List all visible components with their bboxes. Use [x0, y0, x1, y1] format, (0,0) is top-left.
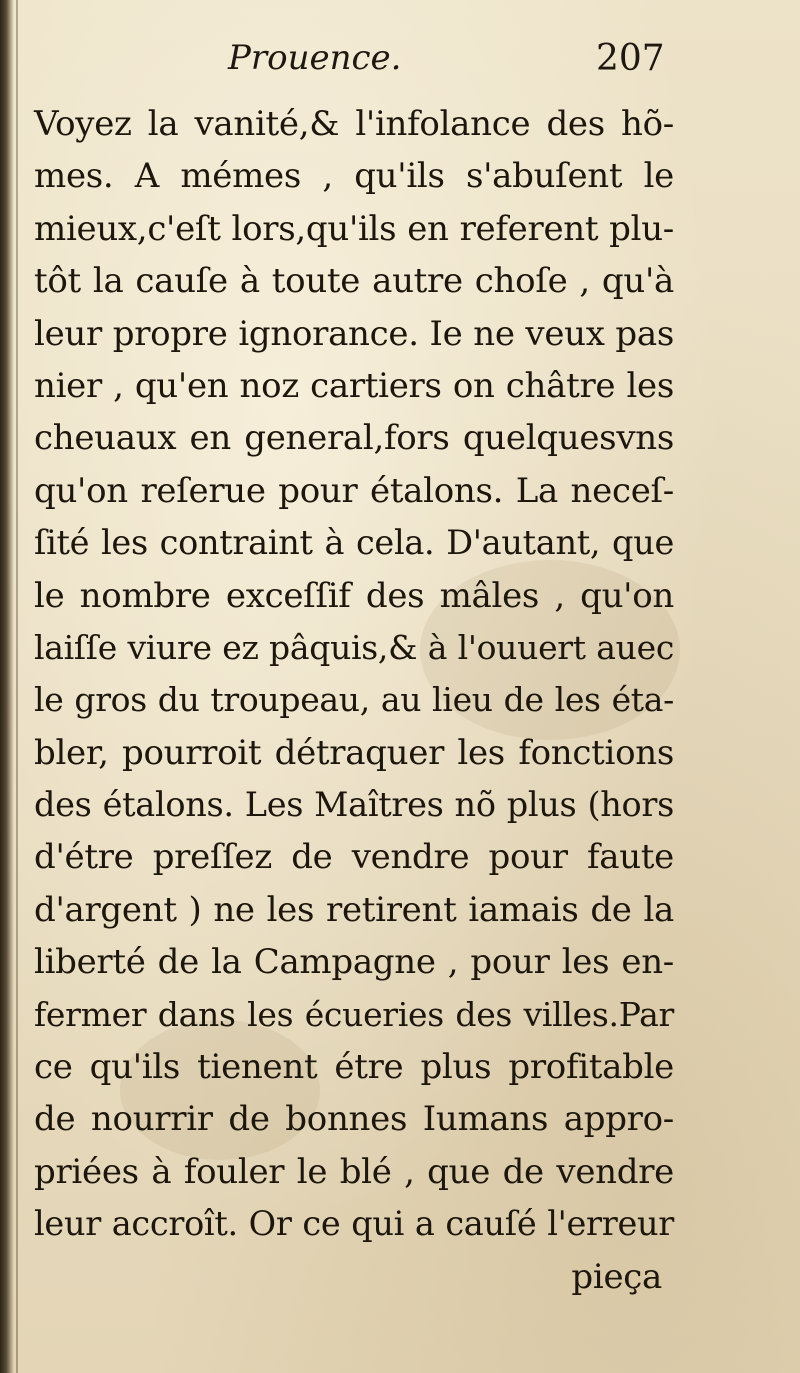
- text-line: le gros du troupeau, au lieu de les éta-: [34, 680, 674, 720]
- text-line: des étalons. Les Maîtres nõ plus (hors: [34, 785, 674, 825]
- text-line: ſité les contraint à cela. D'autant, que: [34, 523, 674, 563]
- text-line: le nombre exceſſif des mâles , qu'on: [34, 575, 674, 616]
- binding-gutter: [0, 0, 14, 1373]
- text-line: nier , qu'en noz cartiers on châtre les: [34, 365, 674, 406]
- text-line: leur accroît. Or ce qui a cauſé l'erreur: [34, 1204, 674, 1244]
- text-line: d'argent ) ne les retirent iamais de la: [34, 889, 674, 930]
- body-text: [34, 98, 674, 1303]
- text-line: bler, pourroit détraquer les fonctions: [34, 732, 674, 773]
- text-line: mes. A mémes , qu'ils s'abuſent le: [34, 156, 674, 197]
- text-line: mieux,c'eſt lors,qu'ils en referent plu-: [34, 208, 674, 249]
- text-line: fermer dans les écueries des villes.Par: [34, 994, 674, 1034]
- text-line: liberté de la Campagne , pour les en-: [34, 942, 674, 983]
- gutter-shadow: [16, 0, 18, 1373]
- text-line: laiſſe viure ez pâquis,& à l'ouuert auec: [34, 627, 674, 667]
- running-head: Prouence.: [228, 38, 402, 78]
- text-line: d'étre preſſez de vendre pour faute: [34, 837, 674, 878]
- text-line: cheuaux en general,fors quelquesvns: [34, 418, 674, 459]
- text-line: priées à fouler le blé , que de vendre: [34, 1151, 674, 1192]
- page-header: [0, 38, 800, 98]
- text-line: leur propre ignorance. Ie ne veux pas: [34, 313, 674, 354]
- text-line: qu'on reſerue pour étalons. La neceſ-: [34, 470, 674, 511]
- page-number: 207: [596, 38, 665, 79]
- text-line: tôt la cauſe à toute autre choſe , qu'à: [34, 261, 674, 302]
- text-line: ce qu'ils tienent étre plus profitable: [34, 1047, 674, 1088]
- text-line: Voyez la vanité,& l'infolance des hõ-: [34, 104, 674, 144]
- catchword: pieça: [571, 1256, 662, 1297]
- text-line: de nourrir de bonnes Iumans appro-: [34, 1099, 674, 1140]
